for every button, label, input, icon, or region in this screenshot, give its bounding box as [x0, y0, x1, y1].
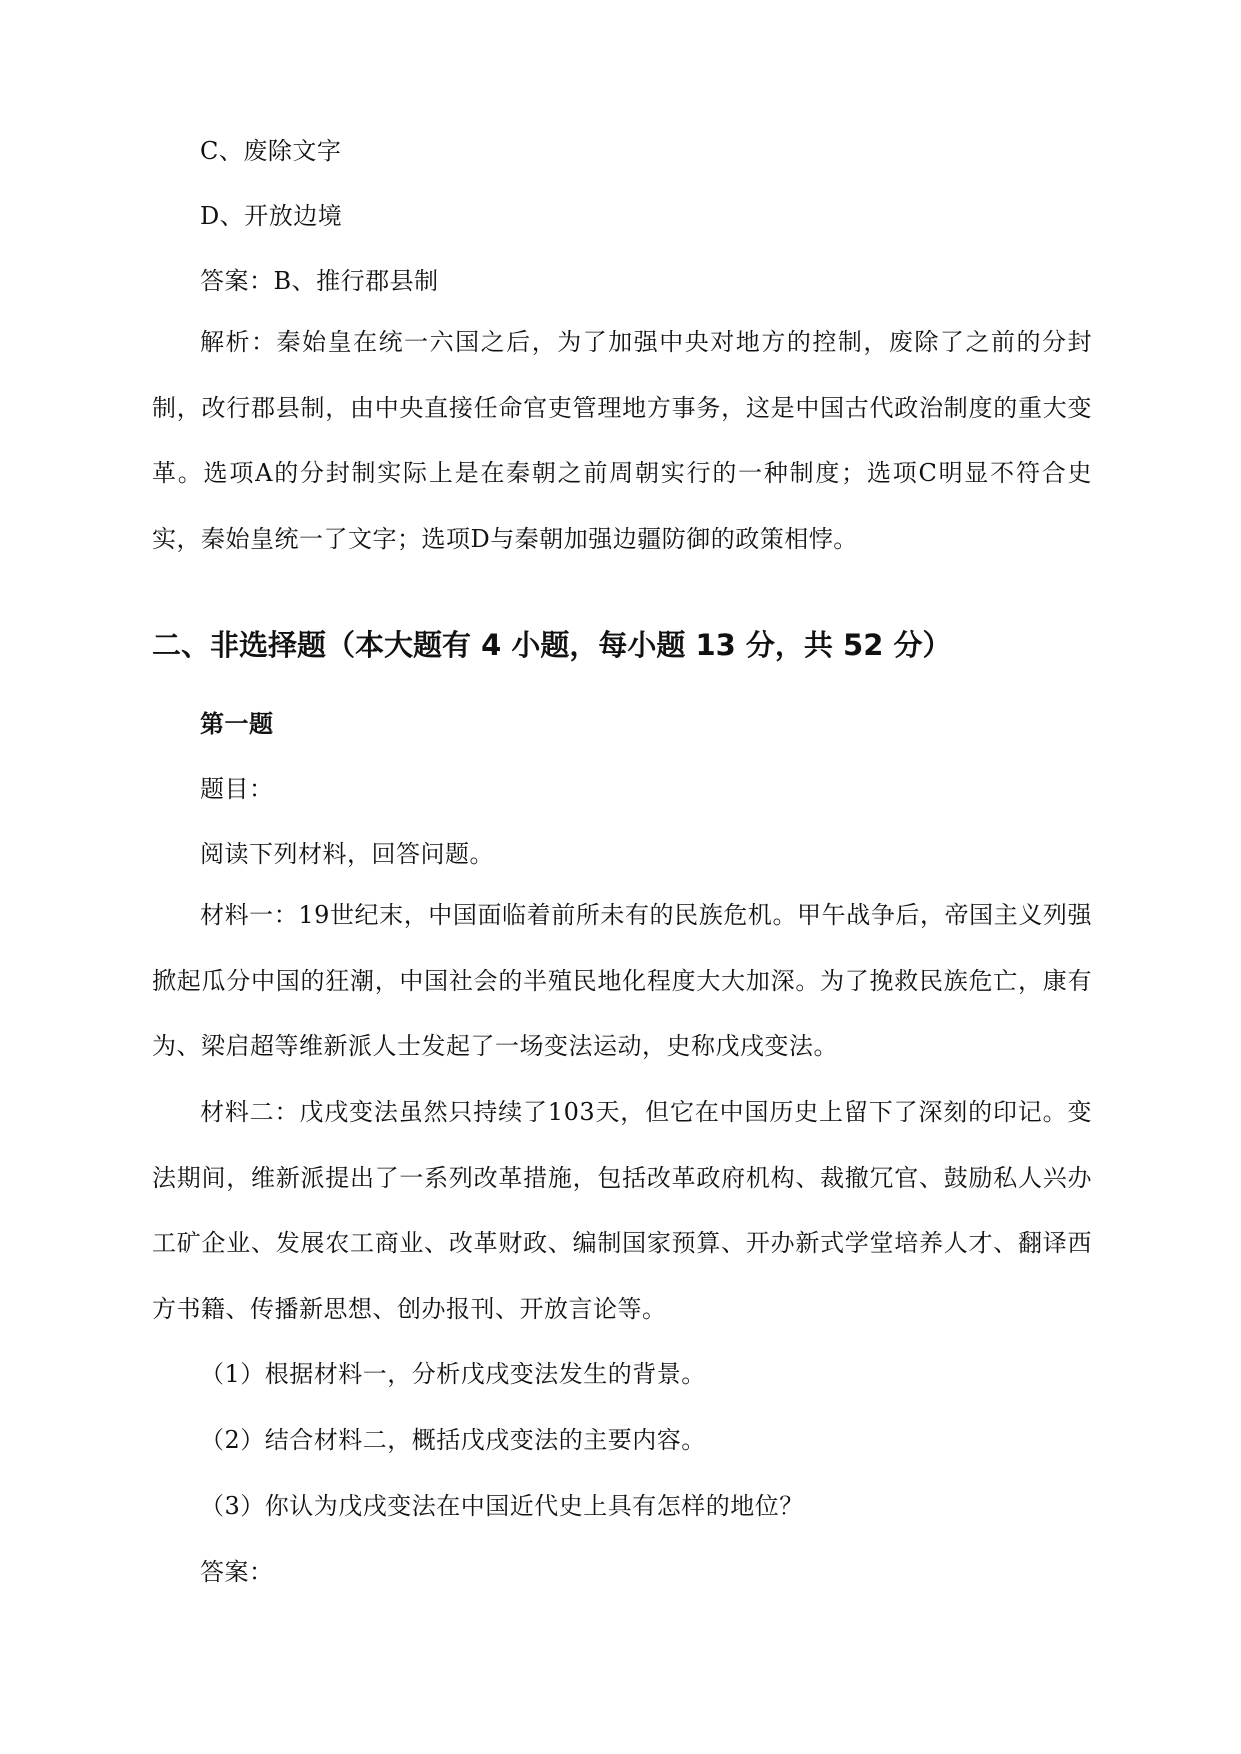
sub-question-1: （1）根据材料一，分析戊戌变法发生的背景。	[200, 1360, 706, 1388]
material-1: 材料一：19世纪末，中国面临着前所未有的民族危机。甲午战争后，帝国主义列强掀起瓜分中国的狂潮，中国社会的半殖民地化程度大大加深。为了挽救民族危亡，康有为、梁启超等维新派人士发起了一场变法运动，史称戊戌变法。	[152, 901, 1092, 1060]
answer-label: 答案：	[200, 1558, 274, 1586]
sub-question-2: （2）结合材料二，概括戊戌变法的主要内容。	[200, 1426, 706, 1454]
mc-analysis: 解析：秦始皇在统一六国之后，为了加强中央对地方的控制，废除了之前的分封制，改行郡县制，由中央直接任命官吏管理地方事务，这是中国古代政治制度的重大变革。选项A的分封制实际上是在秦朝之前周朝实行的一种制度；选项C明显不符合史实，秦始皇统一了文字；选项D与秦朝加强边疆防御的政策相悖。	[152, 328, 1092, 553]
option-d: D、开放边境	[200, 202, 343, 230]
sub-question-3: （3）你认为戊戌变法在中国近代史上具有怎样的地位？	[200, 1492, 804, 1520]
option-c: C、废除文字	[200, 137, 342, 165]
prompt-label: 题目：	[200, 775, 274, 803]
mc-answer: 答案：B、推行郡县制	[200, 267, 439, 295]
question-title: 第一题	[200, 710, 274, 738]
section-heading: 二、非选择题（本大题有 4 小题，每小题 13 分，共 52 分）	[152, 628, 952, 662]
instruction: 阅读下列材料，回答问题。	[200, 840, 494, 868]
material-2: 材料二：戊戌变法虽然只持续了103天，但它在中国历史上留下了深刻的印记。变法期间，维新派提出了一系列改革措施，包括改革政府机构、裁撤冗官、鼓励私人兴办工矿企业、发展农工商业、改革财政、编制国家预算、开办新式学堂培养人才、翻译西方书籍、传播新思想、创办报刊、开放言论等。	[152, 1098, 1092, 1323]
